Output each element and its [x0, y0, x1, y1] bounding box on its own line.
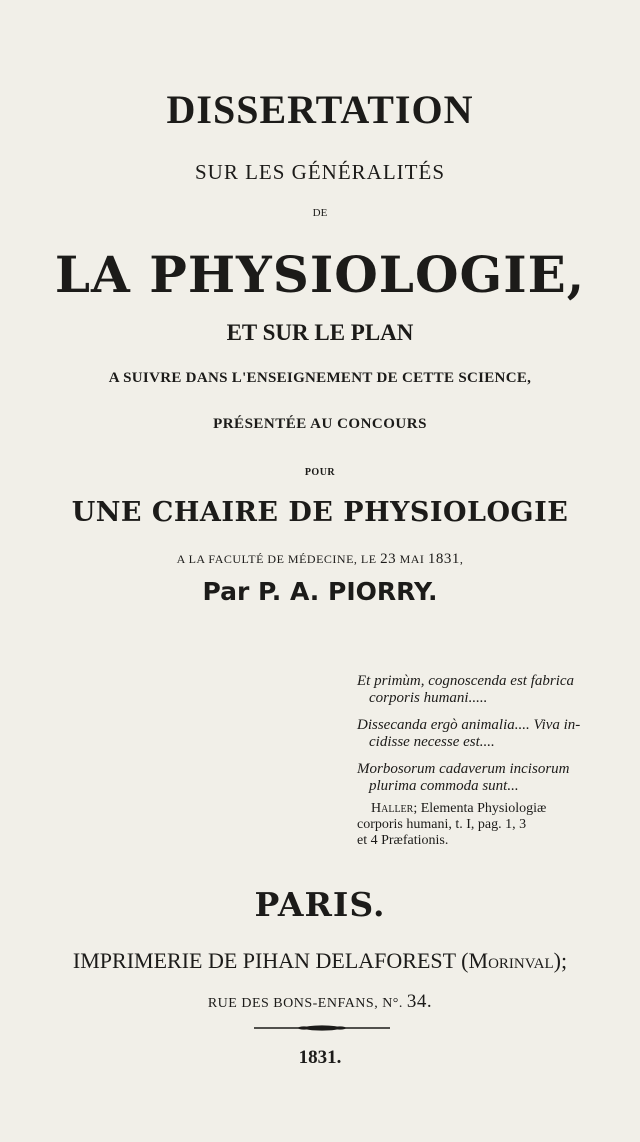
epigraph-quote2-line1: Dissecanda ergò animalia.... Viva in- — [357, 717, 581, 733]
imprint-city: PARIS. — [254, 885, 386, 924]
epigraph-quote2-line2: cidisse necesse est.... — [369, 734, 495, 750]
title-et-sur-le-plan: ET SUR LE PLAN — [226, 320, 414, 345]
title-de: DE — [312, 207, 328, 219]
title-presentee: PRÉSENTÉE AU CONCOURS — [213, 416, 427, 432]
title-sur-les-generalites: SUR LES GÉNÉRALITÉS — [195, 160, 445, 184]
street-name: RUE DES BONS-ENFANS, N°. — [207, 996, 407, 1011]
faculty-date-line — [0, 551, 640, 568]
imprint-year: 1831. — [298, 1047, 342, 1068]
title-une-chaire: UNE CHAIRE DE PHYSIOLOGIE — [71, 497, 569, 528]
epigraph-quote1-line1: Et primùm, cognoscenda est fabrica — [357, 673, 575, 689]
epigraph-quote1-line2: corporis humani..... — [369, 690, 488, 706]
street-number: 34. — [406, 991, 433, 1012]
citation-author: Haller — [371, 801, 414, 816]
epigraph-citation-line2: corporis humani, t. I, pag. 1, 3 — [357, 817, 527, 832]
epigraph-citation-line1 — [357, 801, 617, 817]
faculty-day: 23 — [380, 551, 397, 567]
epigraph-citation-line3: et 4 Præfationis. — [357, 833, 449, 848]
imprint-printer — [0, 948, 640, 974]
imprint-street — [0, 991, 640, 1013]
title-la-physiologie: LA PHYSIOLOGIE, — [54, 245, 586, 304]
faculty-prefix: A LA FACULTÉ DE MÉDECINE, LE — [176, 552, 381, 566]
author-line: Par P. A. PIORRY. — [202, 577, 438, 606]
ornamental-divider — [254, 1025, 390, 1031]
faculty-month: MAI — [396, 552, 428, 566]
title-dissertation: DISSERTATION — [166, 87, 474, 132]
title-pour: POUR — [304, 467, 336, 478]
title-a-suivre: A SUIVRE DANS L'ENSEIGNEMENT DE CETTE SCIENCE, — [108, 370, 532, 386]
epigraph-quote3-line1: Morbosorum cadaverum incisorum — [357, 761, 570, 777]
citation-work: ; Elementa Physiologiæ — [413, 801, 547, 816]
faculty-year: 1831 — [427, 551, 460, 567]
printer-end: ); — [553, 948, 568, 973]
printer-name: Morinval — [468, 948, 554, 973]
faculty-suffix: , — [459, 552, 464, 566]
epigraph — [357, 673, 617, 849]
epigraph-quote3-line2: plurima commoda sunt... — [369, 778, 519, 794]
printer-main: IMPRIMERIE DE PIHAN DELAFOREST ( — [72, 948, 469, 973]
